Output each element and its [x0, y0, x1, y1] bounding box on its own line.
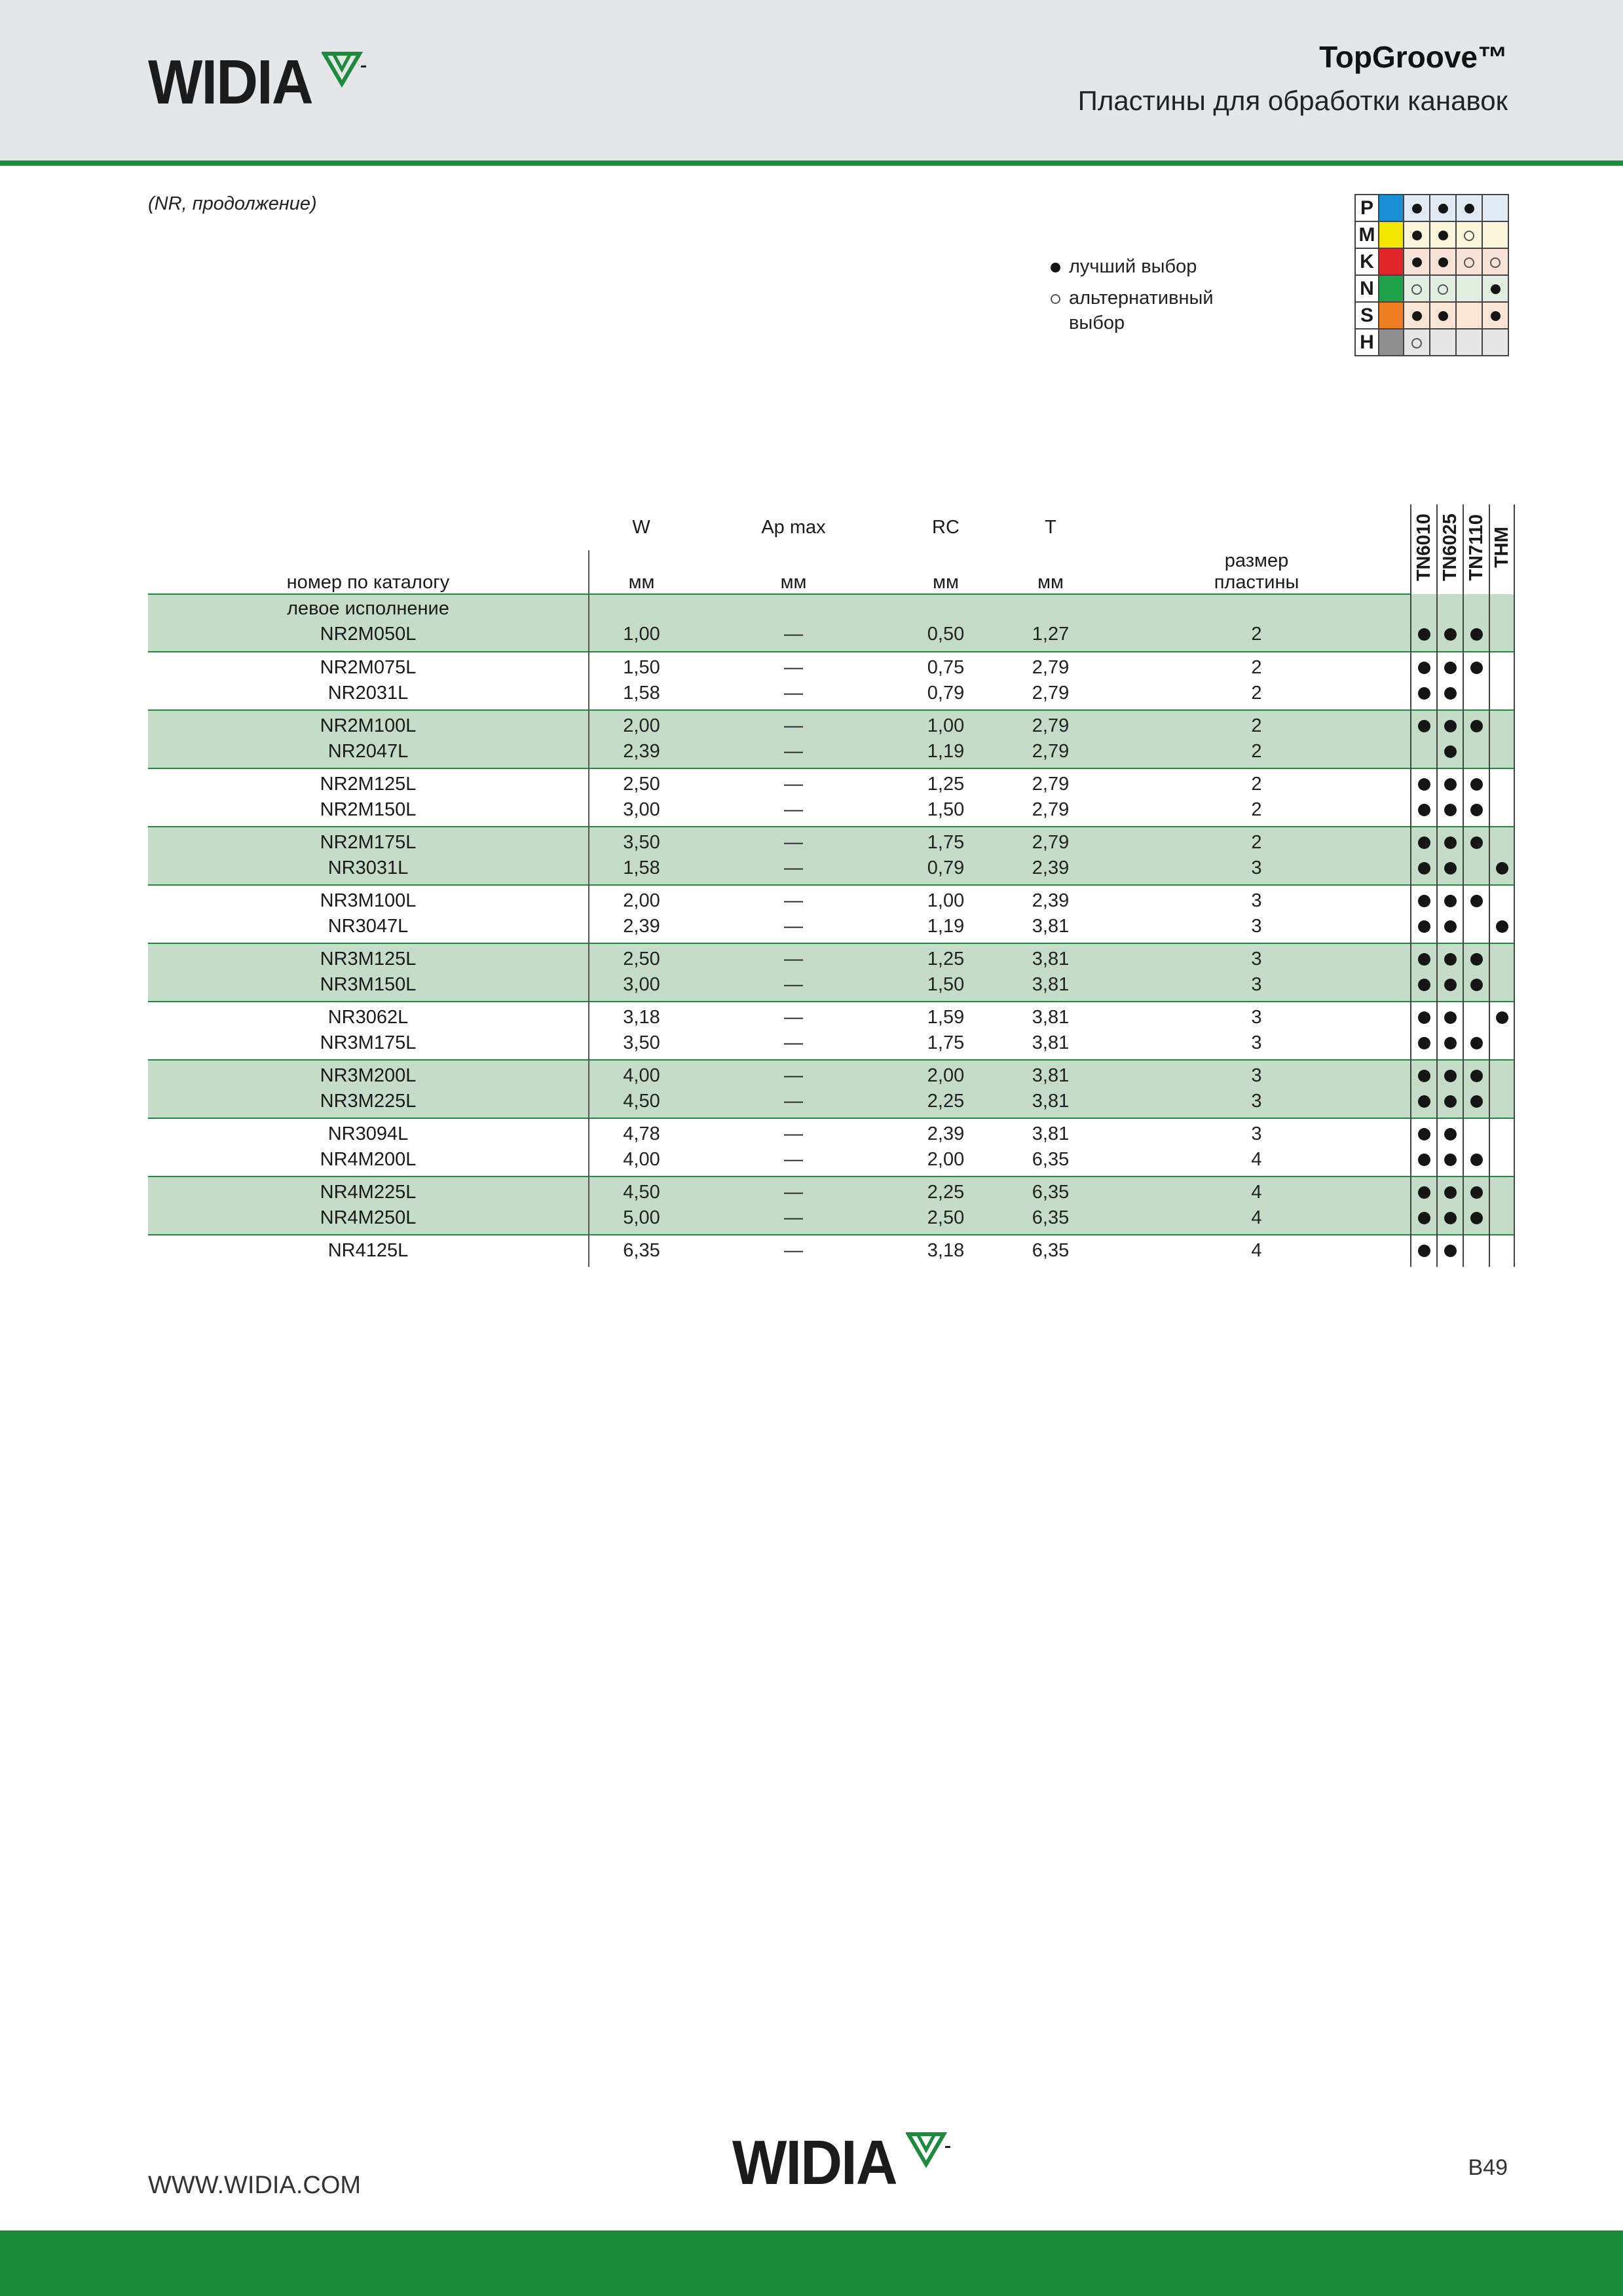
- filled-dot-icon: [1418, 895, 1430, 907]
- filled-dot-icon: [1470, 1070, 1483, 1082]
- col-t: T: [1045, 516, 1056, 538]
- table-row: [148, 1060, 1514, 1118]
- filled-dot-icon: [1418, 953, 1430, 966]
- filled-dot-icon: [1470, 953, 1483, 966]
- filled-dot-icon: [1444, 1070, 1457, 1082]
- ap-max-cell: — —: [784, 715, 803, 762]
- w-cell: 2,50 3,00: [589, 768, 694, 827]
- catalog-number-cell: NR3M100L NR3047L: [320, 890, 417, 937]
- filled-dot-icon: [1464, 204, 1474, 214]
- rc-cell: 2,00 2,25: [927, 1065, 965, 1112]
- grade-cell-thm: [1489, 768, 1514, 827]
- material-code: S: [1355, 302, 1379, 329]
- unit-ap: мм: [694, 550, 893, 594]
- material-color-swatch: [1379, 248, 1404, 275]
- filled-dot-icon: [1444, 628, 1457, 641]
- table-row: [148, 594, 1514, 652]
- continuation-note: (NR, продолжение): [148, 193, 317, 214]
- filled-dot-icon: [1412, 257, 1422, 267]
- insert-size-cell: 3 3: [1251, 1007, 1262, 1053]
- grade-cell-tn7110: [1463, 1002, 1489, 1060]
- footer-logo-text: WIDIA: [732, 2128, 897, 2198]
- filled-dot-icon: [1412, 231, 1422, 240]
- open-dot-icon: [1411, 284, 1422, 295]
- filled-dot-icon: [1470, 1037, 1483, 1049]
- grade-cell-tn6025: [1437, 1235, 1463, 1267]
- grade-cell-tn6010: [1411, 652, 1437, 710]
- material-grade-cell: [1456, 329, 1482, 356]
- insert-size-cell: 4 4: [1251, 1182, 1262, 1228]
- filled-dot-icon: [1418, 687, 1430, 700]
- filled-dot-icon: [1496, 1011, 1508, 1024]
- open-dot-icon: [1464, 231, 1474, 241]
- col-grade-tn6010: TN6010: [1411, 504, 1437, 594]
- ap-max-cell: — —: [784, 1182, 803, 1228]
- footer-url[interactable]: WWW.WIDIA.COM: [148, 2172, 362, 2199]
- grade-cell-tn7110: [1463, 1060, 1489, 1118]
- rc-cell: 1,00 1,19: [927, 715, 965, 762]
- filled-dot-icon: [1470, 804, 1483, 816]
- filled-dot-icon: [1444, 804, 1457, 816]
- t-cell: 3,81 3,81: [1032, 1007, 1070, 1053]
- catalog-number-cell: NR4125L: [327, 1240, 409, 1261]
- rc-cell: 1,59 1,75: [927, 1007, 965, 1053]
- open-dot-icon: [1411, 338, 1422, 348]
- w-cell: 1,50 1,58: [589, 652, 694, 710]
- rc-cell: 2,39 2,00: [927, 1123, 965, 1170]
- material-grade-cell: [1482, 195, 1508, 221]
- filled-dot-icon: [1444, 895, 1457, 907]
- grade-cell-tn6025: [1437, 885, 1463, 943]
- t-cell: 1,27: [1032, 624, 1070, 645]
- w-cell: 2,50 3,00: [589, 943, 694, 1002]
- filled-dot-icon: [1470, 895, 1483, 907]
- material-row-h: [1355, 329, 1508, 356]
- t-cell: 6,35: [1032, 1240, 1070, 1261]
- catalog-number-cell: NR3M200L NR3M225L: [320, 1065, 417, 1112]
- table-row: [148, 827, 1514, 885]
- material-table: [1354, 194, 1509, 356]
- grade-cell-tn7110: [1463, 885, 1489, 943]
- rc-cell: 2,25 2,50: [927, 1182, 965, 1228]
- filled-dot-icon: [1470, 1186, 1483, 1199]
- catalog-number-cell: NR2M075L NR2031L: [320, 657, 417, 704]
- filled-dot-icon: [1496, 920, 1508, 933]
- material-grade-cell: [1404, 221, 1430, 248]
- material-grade-cell: [1456, 195, 1482, 221]
- widia-triangle-icon: [322, 51, 367, 90]
- w-cell: 4,50 5,00: [589, 1176, 694, 1235]
- material-grade-cell: [1482, 329, 1508, 356]
- filled-dot-icon: [1444, 1245, 1457, 1257]
- w-cell: 4,78 4,00: [589, 1118, 694, 1176]
- footer-widia-logo: [732, 2128, 952, 2198]
- filled-dot-icon: [1418, 837, 1430, 849]
- filled-dot-icon: [1418, 1212, 1430, 1224]
- material-grade-cell: [1482, 221, 1508, 248]
- col-ap-max: Ap max: [761, 516, 826, 538]
- grade-cell-thm: [1489, 1235, 1514, 1267]
- grade-cell-tn6025: [1437, 827, 1463, 885]
- insert-size-cell: 2 3: [1251, 832, 1262, 878]
- ap-max-cell: — —: [784, 774, 803, 820]
- filled-dot-icon: [1444, 1154, 1457, 1166]
- t-cell: 2,79 2,79: [1032, 774, 1070, 820]
- logo-text: WIDIA: [148, 47, 312, 117]
- filled-dot-icon: [1418, 1154, 1430, 1166]
- insert-size-cell: 2 2: [1251, 657, 1262, 704]
- grade-cell-tn6010: [1411, 943, 1437, 1002]
- grade-cell-thm: [1489, 1176, 1514, 1235]
- table-row: [148, 652, 1514, 710]
- insert-size-cell: 4: [1251, 1240, 1262, 1261]
- material-color-swatch: [1379, 195, 1404, 221]
- filled-dot-icon: [1470, 979, 1483, 991]
- grade-cell-tn6010: [1411, 1060, 1437, 1118]
- filled-dot-icon: [1470, 1095, 1483, 1108]
- ap-max-cell: — —: [784, 832, 803, 878]
- w-cell: 2,00 2,39: [589, 710, 694, 768]
- grade-cell-tn6025: [1437, 594, 1463, 652]
- grade-cell-tn7110: [1463, 943, 1489, 1002]
- table-row: [148, 768, 1514, 827]
- catalog-number-cell: NR3M125L NR3M150L: [320, 949, 417, 995]
- filled-dot-icon: [1418, 1070, 1430, 1082]
- table-row: [148, 885, 1514, 943]
- filled-dot-icon: [1438, 204, 1448, 214]
- grade-cell-tn6010: [1411, 827, 1437, 885]
- w-cell: 4,00 4,50: [589, 1060, 694, 1118]
- material-grade-cell: [1482, 275, 1508, 302]
- t-cell: 3,81 6,35: [1032, 1123, 1070, 1170]
- filled-dot-icon: [1051, 263, 1060, 273]
- filled-dot-icon: [1444, 1128, 1457, 1140]
- unit-rc: мм: [893, 550, 998, 594]
- filled-dot-icon: [1412, 311, 1422, 321]
- grade-cell-tn7110: [1463, 652, 1489, 710]
- material-grade-cell: [1404, 329, 1430, 356]
- material-color-swatch: [1379, 329, 1404, 356]
- w-cell: 3,18 3,50: [589, 1002, 694, 1060]
- filled-dot-icon: [1491, 284, 1501, 294]
- grade-cell-tn7110: [1463, 594, 1489, 652]
- filled-dot-icon: [1444, 778, 1457, 791]
- col-rc: RC: [932, 516, 960, 538]
- grade-cell-tn6025: [1437, 710, 1463, 768]
- open-dot-icon: [1438, 284, 1448, 295]
- material-grade-cell: [1456, 221, 1482, 248]
- grade-cell-tn6025: [1437, 1118, 1463, 1176]
- catalog-number-cell: левое исполнение NR2M050L: [148, 594, 589, 652]
- filled-dot-icon: [1444, 687, 1457, 700]
- material-grade-cell: [1482, 302, 1508, 329]
- material-color-swatch: [1379, 275, 1404, 302]
- filled-dot-icon: [1418, 1011, 1430, 1024]
- filled-dot-icon: [1444, 862, 1457, 875]
- filled-dot-icon: [1438, 311, 1448, 321]
- material-grade-cell: [1404, 195, 1430, 221]
- col-grade-thm: THM: [1489, 504, 1514, 594]
- material-row-p: [1355, 195, 1508, 221]
- filled-dot-icon: [1418, 720, 1430, 732]
- section-label: левое исполнение: [287, 598, 449, 619]
- grade-cell-tn7110: [1463, 1118, 1489, 1176]
- insert-size-cell: 3 3: [1251, 890, 1262, 937]
- grade-cell-tn6025: [1437, 943, 1463, 1002]
- insert-size-cell: 2: [1251, 624, 1262, 645]
- filled-dot-icon: [1418, 804, 1430, 816]
- t-cell: 3,81 3,81: [1032, 949, 1070, 995]
- ap-max-cell: — —: [784, 657, 803, 704]
- grade-cell-tn6010: [1411, 594, 1437, 652]
- filled-dot-icon: [1444, 1212, 1457, 1224]
- table-row: [148, 1235, 1514, 1267]
- filled-dot-icon: [1470, 628, 1483, 641]
- material-grade-cell: [1404, 248, 1430, 275]
- col-grade-tn7110: TN7110: [1463, 504, 1489, 594]
- insert-size-cell: 3 4: [1251, 1123, 1262, 1170]
- catalog-number-cell: NR3062L NR3M175L: [320, 1007, 417, 1053]
- material-grade-cell: [1456, 248, 1482, 275]
- header-divider: [0, 160, 1623, 166]
- grade-cell-tn6025: [1437, 652, 1463, 710]
- grade-cell-tn7110: [1463, 768, 1489, 827]
- material-color-swatch: [1379, 302, 1404, 329]
- filled-dot-icon: [1444, 920, 1457, 933]
- material-row-m: [1355, 221, 1508, 248]
- filled-dot-icon: [1418, 1186, 1430, 1199]
- insert-size-cell: 2 2: [1251, 774, 1262, 820]
- grade-cell-tn6010: [1411, 710, 1437, 768]
- material-row-k: [1355, 248, 1508, 275]
- ap-max-cell: —: [784, 1240, 803, 1261]
- grade-cell-tn6025: [1437, 1176, 1463, 1235]
- filled-dot-icon: [1444, 1095, 1457, 1108]
- grade-cell-tn7110: [1463, 710, 1489, 768]
- material-grade-cell: [1430, 275, 1456, 302]
- grade-cell-tn6010: [1411, 885, 1437, 943]
- catalog-number-cell: NR4M225L NR4M250L: [320, 1182, 417, 1228]
- filled-dot-icon: [1444, 1011, 1457, 1024]
- w-cell: 1,00: [589, 594, 694, 652]
- filled-dot-icon: [1418, 1245, 1430, 1257]
- material-grade-cell: [1456, 275, 1482, 302]
- w-cell: 6,35: [589, 1235, 694, 1267]
- material-code: P: [1355, 195, 1379, 221]
- grade-cell-tn6025: [1437, 1060, 1463, 1118]
- page-number: B49: [1468, 2155, 1508, 2180]
- grade-cell-tn6010: [1411, 1002, 1437, 1060]
- open-dot-icon: [1464, 257, 1474, 268]
- t-cell: 2,39 3,81: [1032, 890, 1070, 937]
- grade-cell-tn7110: [1463, 1235, 1489, 1267]
- material-grade-cell: [1404, 302, 1430, 329]
- material-grade-cell: [1430, 221, 1456, 248]
- unit-w: мм: [589, 550, 694, 594]
- open-dot-icon: [1051, 294, 1060, 304]
- catalog-number-cell: NR2M175L NR3031L: [320, 832, 417, 878]
- grade-cell-thm: [1489, 1060, 1514, 1118]
- filled-dot-icon: [1418, 1037, 1430, 1049]
- material-row-n: [1355, 275, 1508, 302]
- filled-dot-icon: [1418, 662, 1430, 674]
- unit-t: мм: [998, 550, 1103, 594]
- filled-dot-icon: [1470, 778, 1483, 791]
- catalog-number-cell: NR2M100L NR2047L: [320, 715, 417, 762]
- filled-dot-icon: [1444, 745, 1457, 758]
- insert-size-cell: 3 3: [1251, 1065, 1262, 1112]
- grade-cell-tn7110: [1463, 827, 1489, 885]
- table-row: [148, 1002, 1514, 1060]
- filled-dot-icon: [1470, 720, 1483, 732]
- grade-cell-thm: [1489, 827, 1514, 885]
- filled-dot-icon: [1444, 837, 1457, 849]
- grade-cell-thm: [1489, 594, 1514, 652]
- grade-cell-tn6010: [1411, 1118, 1437, 1176]
- ap-max-cell: — —: [784, 949, 803, 995]
- material-code: H: [1355, 329, 1379, 356]
- grade-cell-tn6025: [1437, 768, 1463, 827]
- filled-dot-icon: [1418, 862, 1430, 875]
- grade-cell-thm: [1489, 710, 1514, 768]
- widia-triangle-icon: [906, 2132, 952, 2171]
- material-grade-cell: [1482, 248, 1508, 275]
- table-row: [148, 710, 1514, 768]
- rc-cell: 1,75 0,79: [927, 832, 965, 878]
- col-w: W: [632, 516, 650, 538]
- table-row: [148, 1176, 1514, 1235]
- ap-max-cell: — —: [784, 1123, 803, 1170]
- filled-dot-icon: [1496, 862, 1508, 875]
- grade-cell-thm: [1489, 885, 1514, 943]
- material-color-swatch: [1379, 221, 1404, 248]
- t-cell: 2,79 2,79: [1032, 657, 1070, 704]
- rc-cell: 1,25 1,50: [927, 774, 965, 820]
- t-cell: 6,35 6,35: [1032, 1182, 1070, 1228]
- legend-alternative: альтернативный выбор: [1051, 286, 1214, 335]
- material-grade-cell: [1456, 302, 1482, 329]
- w-cell: 2,00 2,39: [589, 885, 694, 943]
- col-grade-tn6025: TN6025: [1437, 504, 1463, 594]
- open-dot-icon: [1490, 257, 1501, 268]
- catalog-number-cell: NR2M125L NR2M150L: [320, 774, 417, 820]
- grade-cell-thm: [1489, 652, 1514, 710]
- rc-cell: 1,25 1,50: [927, 949, 965, 995]
- footer-bar: [0, 2230, 1623, 2296]
- grade-cell-tn6025: [1437, 1002, 1463, 1060]
- filled-dot-icon: [1444, 1186, 1457, 1199]
- filled-dot-icon: [1412, 204, 1422, 214]
- ap-max-cell: — —: [784, 1065, 803, 1112]
- rc-cell: 3,18: [927, 1240, 965, 1261]
- grade-cell-tn6010: [1411, 1235, 1437, 1267]
- rc-cell: 0,50: [927, 624, 965, 645]
- ap-max-cell: — —: [784, 890, 803, 937]
- w-cell: 3,50 1,58: [589, 827, 694, 885]
- material-grade-cell: [1430, 329, 1456, 356]
- widia-logo: [148, 47, 367, 117]
- grade-cell-thm: [1489, 1002, 1514, 1060]
- filled-dot-icon: [1418, 628, 1430, 641]
- page-subtitle: Пластины для обработки канавок: [1077, 85, 1508, 116]
- rc-cell: 0,75 0,79: [927, 657, 965, 704]
- filled-dot-icon: [1444, 979, 1457, 991]
- t-cell: 2,79 2,79: [1032, 715, 1070, 762]
- filled-dot-icon: [1418, 920, 1430, 933]
- grade-cell-thm: [1489, 943, 1514, 1002]
- filled-dot-icon: [1418, 778, 1430, 791]
- filled-dot-icon: [1438, 231, 1448, 240]
- grade-cell-tn6010: [1411, 768, 1437, 827]
- filled-dot-icon: [1470, 1212, 1483, 1224]
- col-insert-size: размер пластины: [1103, 550, 1411, 594]
- filled-dot-icon: [1438, 257, 1448, 267]
- catalog-number-cell: NR3094L NR4M200L: [320, 1123, 417, 1170]
- filled-dot-icon: [1470, 1154, 1483, 1166]
- material-grade-cell: [1430, 195, 1456, 221]
- material-grade-cell: [1430, 302, 1456, 329]
- grade-cell-tn7110: [1463, 1176, 1489, 1235]
- catalog-table: [148, 504, 1515, 1267]
- brand-title: TopGroove™: [1319, 40, 1508, 74]
- grade-cell-tn6010: [1411, 1176, 1437, 1235]
- t-cell: 3,81 3,81: [1032, 1065, 1070, 1112]
- material-row-s: [1355, 302, 1508, 329]
- filled-dot-icon: [1418, 979, 1430, 991]
- filled-dot-icon: [1444, 720, 1457, 732]
- material-code: M: [1355, 221, 1379, 248]
- ap-max-cell: — —: [784, 1007, 803, 1053]
- insert-size-cell: 3 3: [1251, 949, 1262, 995]
- filled-dot-icon: [1444, 1037, 1457, 1049]
- material-grade-cell: [1404, 275, 1430, 302]
- table-row: [148, 943, 1514, 1002]
- ap-max-cell: —: [784, 624, 803, 645]
- filled-dot-icon: [1470, 837, 1483, 849]
- rc-cell: 1,00 1,19: [927, 890, 965, 937]
- filled-dot-icon: [1444, 953, 1457, 966]
- material-code: K: [1355, 248, 1379, 275]
- material-code: N: [1355, 275, 1379, 302]
- filled-dot-icon: [1491, 311, 1501, 321]
- material-grade-cell: [1430, 248, 1456, 275]
- filled-dot-icon: [1470, 662, 1483, 674]
- filled-dot-icon: [1444, 662, 1457, 674]
- t-cell: 2,79 2,39: [1032, 832, 1070, 878]
- legend-best: лучший выбор: [1051, 254, 1197, 279]
- table-row: [148, 1118, 1514, 1176]
- col-catalog-number: номер по каталогу: [148, 550, 589, 594]
- insert-size-cell: 2 2: [1251, 715, 1262, 762]
- filled-dot-icon: [1418, 1095, 1430, 1108]
- grade-cell-thm: [1489, 1118, 1514, 1176]
- filled-dot-icon: [1418, 1128, 1430, 1140]
